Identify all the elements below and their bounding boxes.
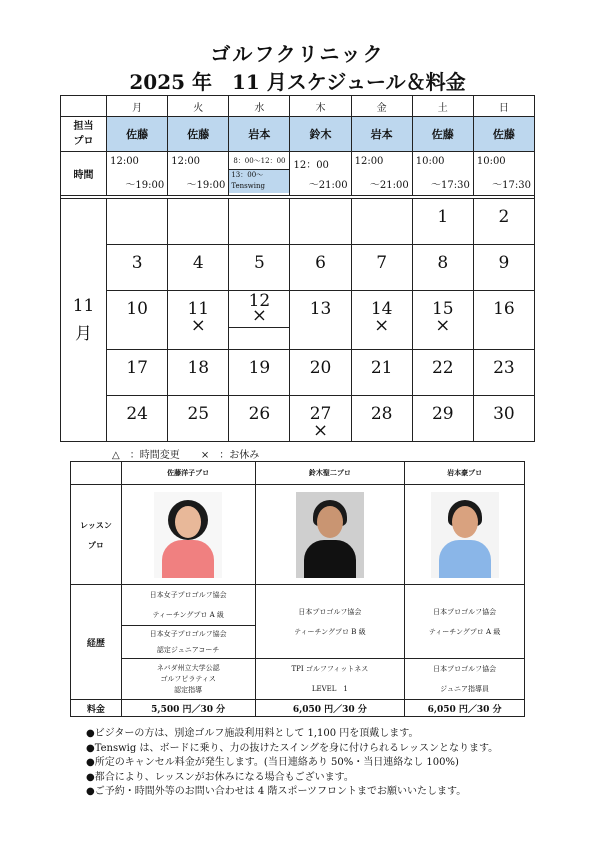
- fee-sato: 5,500 円／30 分: [121, 700, 255, 717]
- day-number: 19: [248, 358, 271, 378]
- pro-tue: 佐藤: [168, 117, 229, 152]
- calendar-day: [473, 245, 534, 291]
- time-row: [61, 152, 535, 196]
- day-number: 23: [493, 358, 515, 378]
- time-sun: 10:00 ～17:30: [473, 152, 534, 196]
- time-fri: 12:00 ～21:00: [351, 152, 412, 196]
- calendar-day: [107, 291, 168, 350]
- pro-wed: 岩本: [229, 117, 290, 152]
- day-number: 5: [253, 253, 265, 273]
- fee-row: [71, 700, 525, 717]
- calendar-week: [61, 245, 535, 291]
- time-sat: 10:00 ～17:30: [412, 152, 473, 196]
- title-line2: 2025 年 11 月スケジュール＆料金: [129, 70, 466, 94]
- calendar-day: [290, 291, 351, 350]
- day-number: 2: [498, 207, 510, 227]
- calendar-day: [473, 396, 534, 442]
- note-5: ●ご予約・時間外等のお問い合わせは 4 階スポーツフロントまでお願いいたします。: [86, 786, 467, 797]
- calendar-week: [61, 199, 535, 245]
- calendar-week: [61, 396, 535, 442]
- day-number: 28: [370, 404, 393, 424]
- note-1: ●ビジターの方は、別途ゴルフ施設利用料として 1,100 円を頂戴します。: [86, 728, 419, 739]
- day-number: 8: [437, 253, 449, 273]
- calendar-week: [61, 291, 535, 350]
- calendar-day: [168, 350, 229, 396]
- calendar-day: [412, 291, 473, 350]
- day-thu: 木: [290, 96, 351, 117]
- legend-change: △ ：時間変更: [112, 450, 180, 461]
- calendar-day: [229, 199, 290, 245]
- history-label: 経歴: [71, 585, 122, 700]
- day-number: 3: [131, 253, 143, 273]
- photo-sato: [154, 492, 222, 578]
- calendar-day: [168, 245, 229, 291]
- day-number: 6: [315, 253, 326, 273]
- calendar-body: [61, 199, 535, 442]
- time-mon: 12:00 ～19:00: [107, 152, 168, 196]
- day-number: 26: [248, 404, 271, 424]
- photo-cell-suzuki: [255, 485, 405, 585]
- photo-row: [71, 485, 525, 585]
- pro-label: 担当 プロ: [61, 117, 107, 152]
- calendar-day: [351, 291, 412, 350]
- day-off-mark: ×: [251, 305, 267, 326]
- pro-sat: 佐藤: [412, 117, 473, 152]
- calendar-day: [290, 396, 351, 442]
- day-number: 11: [187, 299, 210, 319]
- calendar-day: [229, 245, 290, 291]
- photo-cell-sato: [121, 485, 255, 585]
- pro-row: [61, 117, 535, 152]
- day-off-mark: ×: [312, 420, 329, 441]
- photo-cell-iwamoto: [405, 485, 525, 585]
- calendar-week: [61, 350, 535, 396]
- legend-off: × ：お休み: [200, 450, 260, 461]
- day-header-row: [61, 96, 535, 117]
- day-number: 16: [493, 299, 515, 319]
- calendar-day: [168, 199, 229, 245]
- calendar-day: [168, 396, 229, 442]
- corner-cell: [61, 96, 107, 117]
- calendar-day: [351, 350, 412, 396]
- day-number: 9: [498, 253, 510, 273]
- day-number: 30: [493, 404, 515, 424]
- pro-mon: 佐藤: [107, 117, 168, 152]
- day-wed: 水: [229, 96, 290, 117]
- photo-iwamoto: [431, 492, 499, 578]
- fee-suzuki: 6,050 円／30 分: [255, 700, 405, 717]
- calendar-day: [473, 199, 534, 245]
- day-number: 1: [437, 207, 449, 227]
- notes: [86, 727, 498, 800]
- photo-suzuki: [296, 492, 364, 578]
- time-thu: 12：00 ～21:00: [290, 152, 351, 196]
- calendar-day: [412, 350, 473, 396]
- calendar-day: [351, 396, 412, 442]
- fee-label: 料金: [71, 700, 122, 717]
- instructor-name-suzuki: 鈴木聖二プロ: [255, 462, 405, 485]
- day-number: 21: [370, 358, 393, 378]
- title-line1: ゴルフクリニック: [210, 42, 385, 66]
- time-tue: 12:00 ～19:00: [168, 152, 229, 196]
- history-iwamoto-1: 日本プロゴルフ協会 ティーチングプロ A 級: [405, 585, 525, 659]
- history-sato-3: ネバダ州立大学公認 ゴルフピラティス 認定指導: [121, 659, 255, 700]
- calendar-day: [107, 245, 168, 291]
- note-3: ●所定のキャンセル料金が発生します。(当日連絡あり 50%・当日連絡なし 100%): [86, 757, 459, 768]
- calendar-day: [351, 199, 412, 245]
- calendar-day: [412, 199, 473, 245]
- schedule-table: [60, 95, 535, 442]
- month-label: 11 月: [61, 199, 107, 442]
- day-off-mark: ×: [435, 315, 451, 336]
- pro-sun: 佐藤: [473, 117, 534, 152]
- calendar-day: [168, 291, 229, 350]
- day-number: 22: [431, 358, 454, 378]
- instructor-name-row: [71, 462, 525, 485]
- calendar-day: [107, 199, 168, 245]
- calendar-day: [290, 199, 351, 245]
- day-number: 14: [370, 299, 393, 319]
- calendar-day: [351, 245, 412, 291]
- instructor-name-sato: 佐藤洋子プロ: [121, 462, 255, 485]
- day-number: 7: [376, 253, 388, 273]
- day-split-line: [229, 327, 289, 328]
- history-row-3: [71, 659, 525, 700]
- day-number: 25: [187, 404, 210, 424]
- history-iwamoto-2: 日本プロゴルフ協会 ジュニア指導員: [405, 659, 525, 700]
- day-fri: 金: [351, 96, 412, 117]
- instructor-corner: [71, 462, 122, 485]
- history-row-1: [71, 585, 525, 626]
- calendar-day: [473, 350, 534, 396]
- day-mon: 月: [107, 96, 168, 117]
- day-number: 27: [309, 404, 332, 424]
- history-sato-2: 日本女子プロゴルフ協会 認定ジュニアコーチ: [121, 626, 255, 659]
- day-number: 4: [192, 253, 204, 273]
- legend: [112, 446, 277, 461]
- day-number: 29: [431, 404, 454, 424]
- day-number: 18: [187, 358, 210, 378]
- day-off-mark: ×: [190, 315, 206, 336]
- calendar-day: [229, 291, 290, 350]
- day-number: 17: [126, 358, 148, 378]
- history-suzuki-2: TPI ゴルフフィットネス LEVEL 1: [255, 659, 405, 700]
- note-2: ●Tenswig は、ボードに乗り、力の抜けたスイングを身に付けられるレッスンとなります。: [86, 742, 499, 754]
- pro-thu: 鈴木: [290, 117, 351, 152]
- calendar-day: [107, 396, 168, 442]
- day-number: 10: [126, 299, 148, 319]
- instructor-table: [70, 461, 525, 717]
- day-tue: 火: [168, 96, 229, 117]
- lesson-pro-label: レッスン プロ: [71, 485, 122, 585]
- pro-fri: 岩本: [351, 117, 412, 152]
- day-off-mark: ×: [374, 315, 390, 336]
- day-number: 15: [431, 299, 454, 319]
- day-number: 24: [126, 404, 148, 424]
- instructor-name-iwamoto: 岩本豪プロ: [405, 462, 525, 485]
- calendar-day: [229, 396, 290, 442]
- day-sun: 日: [473, 96, 534, 117]
- calendar-day: [290, 245, 351, 291]
- fee-iwamoto: 6,050 円／30 分: [405, 700, 525, 717]
- calendar-day: [412, 396, 473, 442]
- time-label: 時間: [61, 152, 107, 196]
- time-wed: 8：00～12：00 13：00～ Tenswing: [229, 152, 290, 196]
- calendar-day: [412, 245, 473, 291]
- tenswing-slot: 13：00～ Tenswing: [229, 169, 289, 193]
- history-suzuki-1: 日本プロゴルフ協会 ティーチングプロ B 級: [255, 585, 405, 659]
- note-4: ●都合により、レッスンがお休みになる場合もございます。: [86, 771, 354, 783]
- calendar-day: [229, 350, 290, 396]
- day-number: 13: [309, 299, 332, 319]
- calendar-day: [107, 350, 168, 396]
- history-sato-1: 日本女子プロゴルフ協会 ティーチングプロ A 級: [121, 585, 255, 626]
- day-sat: 土: [412, 96, 473, 117]
- calendar-day: [473, 291, 534, 350]
- day-number: 12: [248, 291, 271, 311]
- day-number: 20: [309, 358, 332, 378]
- calendar-day: [290, 350, 351, 396]
